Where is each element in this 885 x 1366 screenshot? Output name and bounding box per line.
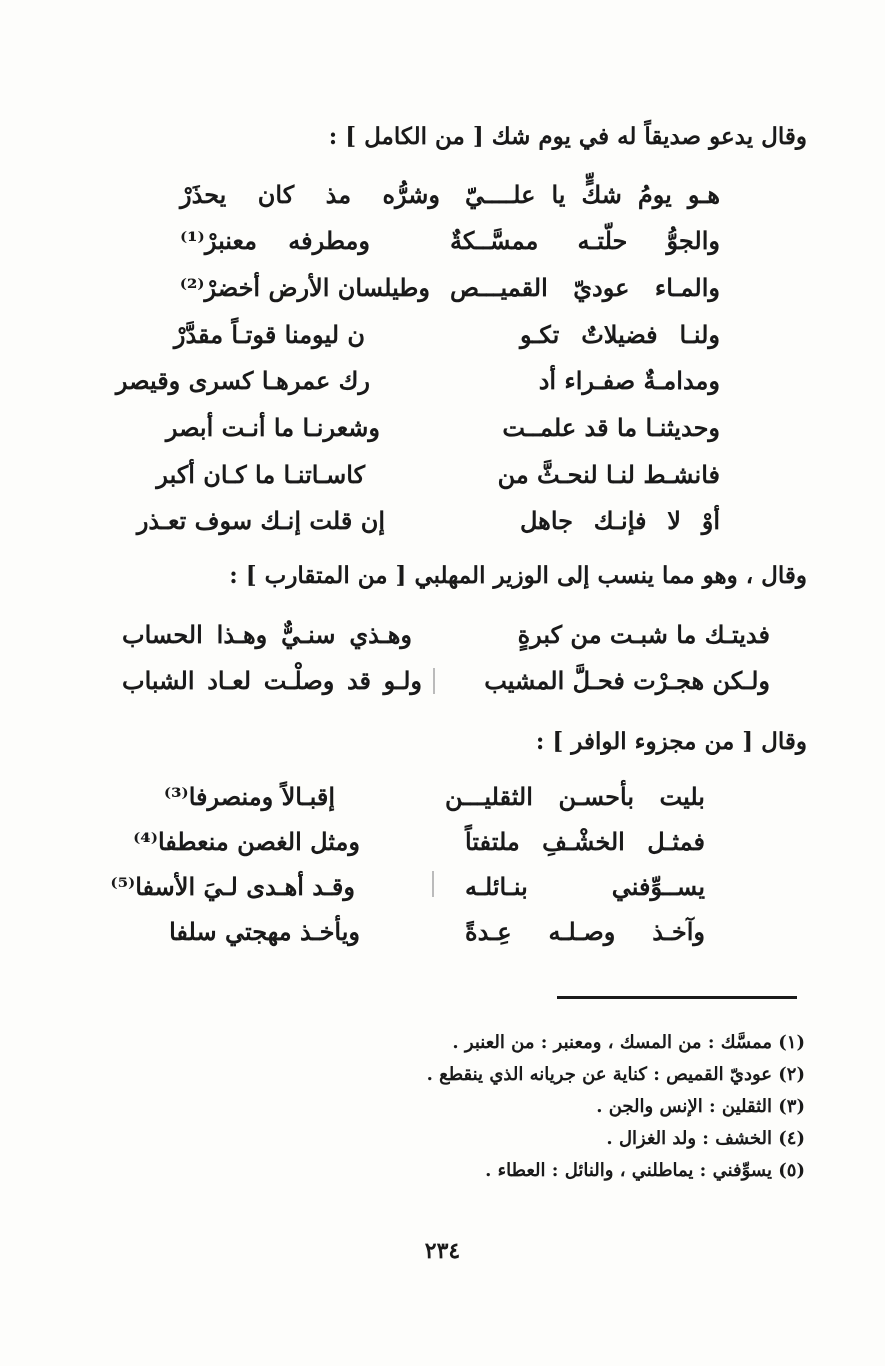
page-number: ٢٣٤ [424,1238,461,1264]
verse [165,413,720,453]
column-divider [433,668,435,694]
verse-first-hemistich: ومدامـةٌ صفـراء أد [538,366,720,395]
verse [122,666,770,706]
footnote: (٢) عوديّ القميص : كناية عن جريانه الذي ينقطع . [426,1064,805,1085]
verse [180,180,720,220]
verse-second-hemistich: ن ليومنا قوتـاً مقدَّرْ [173,320,365,349]
poem-intro-3: وقال [ من مجزوء الوافر ] : [535,728,807,755]
verse [110,872,705,912]
verse-first-hemistich: يســوِّفني بنـائلـه [465,872,705,901]
verse-first-hemistich: والمـاء عوديّ القميـــص [450,273,720,302]
verse-first-hemistich: بليت بأحسـن الثقليـــن [445,782,705,811]
verse-second-hemistich: وشعرنـا ما أنـت أبصر [165,413,380,442]
footnote: (١) ممسَّك : من المسك ، ومعنبر : من العنبر . [452,1032,805,1053]
poem-intro-2: وقال ، وهو مما ينسب إلى الوزير المهلبي [ من المتقارب ] : [229,562,807,589]
verse-first-hemistich: فديتـك ما شبـت من كبرةٍ [517,620,770,649]
verse [180,226,720,266]
verse-first-hemistich: ولنـا فضيلاتٌ تكـو [520,320,720,349]
verse [180,273,720,313]
verse-second-hemistich: رك عمرهـا كسرى وقيصر [115,366,370,395]
verse [163,782,705,822]
verse-second-hemistich: وشرُّه مذ كان يحذَرْ [180,180,440,209]
verse-second-hemistich: ولـو قد وصلْـت لعـاد الشباب [122,666,422,695]
verse-first-hemistich: والجوُّ حلّتـه ممسَّــكةٌ [450,226,720,255]
verse-second-hemistich: إقبـالاً ومنصرفا⁽³⁾ [163,782,335,811]
verse-second-hemistich: وطيلسان الأرض أخضرْ⁽²⁾ [179,273,430,302]
verse [136,506,720,546]
verse-first-hemistich: هـو يومُ شكٍّ يا علــــيّ [465,180,720,209]
footnotes [205,1032,805,1192]
verse-first-hemistich: أوْ لا فإنـك جاهل [520,506,720,535]
verse [173,320,720,360]
verse-second-hemistich: كاسـاتنـا ما كـان أكبر [156,460,365,489]
verse-first-hemistich: فانشـط لنـا لنحـثَّ من [497,460,720,489]
verse [133,827,705,867]
verse-first-hemistich: فمثـل الخشْـفِ ملتفتاً [465,827,705,856]
verse [115,366,720,406]
column-divider [432,871,434,897]
verse-second-hemistich: ومطرفه معنبرْ⁽¹⁾ [180,226,370,255]
footnote: (٥) يسوِّفني : يماطلني ، والنائل : العطاء . [485,1160,805,1181]
verse-second-hemistich: وهـذي سنـيٌّ وهـذا الحساب [122,620,412,649]
footnote: (٣) الثقلين : الإنس والجن . [596,1096,805,1117]
footnote-separator [557,996,797,999]
verse-second-hemistich: ويأخـذ مهجتي سلفا [169,917,360,946]
poem-intro-1: وقال يدعو صديقاً له في يوم شك [ من الكامل ] : [328,123,807,150]
verse-second-hemistich: ومثل الغصن منعطفا⁽⁴⁾ [133,827,360,856]
verse-first-hemistich: وآخـذ وصـلـه عِـدةً [465,917,705,946]
verse [122,620,770,660]
verse-first-hemistich: ولـكن هجـرْت فحـلَّ المشيب [484,666,770,695]
verse [169,917,705,957]
verse-second-hemistich: إن قلت إنـك سوف تعـذر [136,506,385,535]
verse-second-hemistich: وقـد أهـدى لـيَ الأسفا⁽⁵⁾ [110,872,355,901]
footnote: (٤) الخشف : ولد الغزال . [606,1128,805,1149]
verse [156,460,720,500]
verse-first-hemistich: وحديثنـا ما قد علمــت [502,413,720,442]
